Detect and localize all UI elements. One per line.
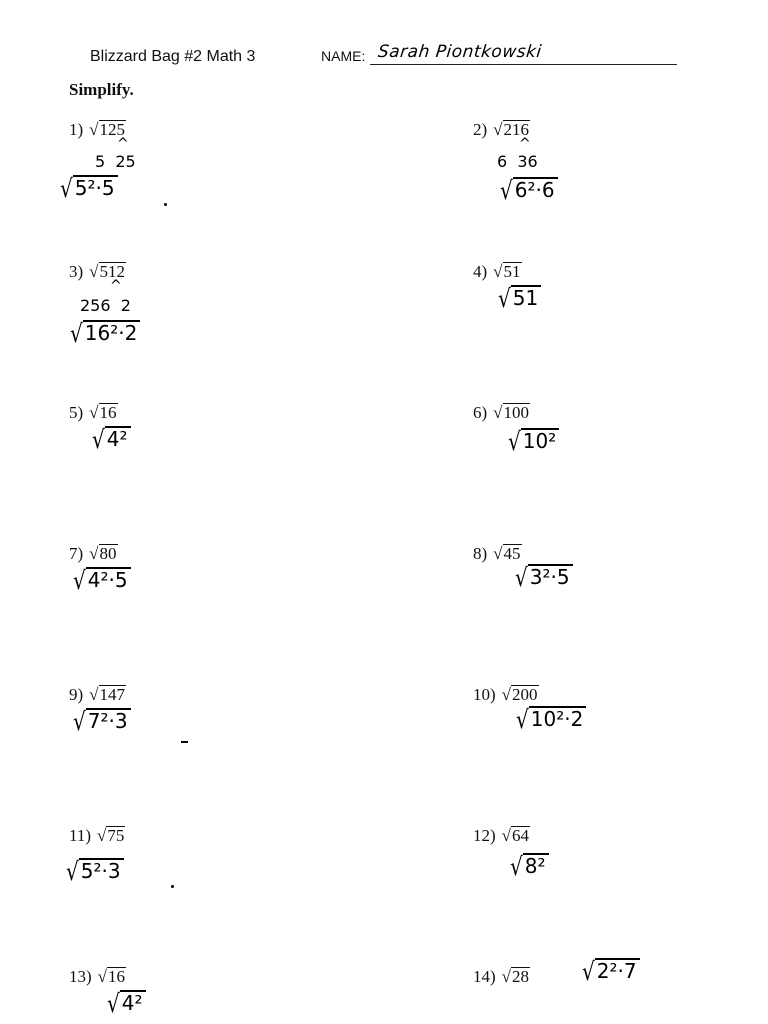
- problem-number: 11): [69, 826, 92, 845]
- problem-radicand: 147: [99, 685, 126, 704]
- handwritten-answer: [498, 283, 541, 313]
- radical-icon: √: [500, 175, 513, 205]
- problem-11: [69, 826, 125, 846]
- radical-icon: √: [89, 120, 99, 139]
- radical-icon: √: [493, 544, 503, 563]
- problem-number: 10): [473, 685, 496, 704]
- radical-icon: √: [73, 706, 86, 736]
- handwritten-answer: [515, 562, 573, 592]
- radical-icon: √: [582, 956, 595, 986]
- answer-radicand: 5²·3: [79, 858, 124, 881]
- radical-icon: √: [60, 173, 73, 203]
- radical-icon: √: [97, 826, 107, 845]
- handwritten-answer: [92, 424, 131, 454]
- answer-radicand: 6²·6: [513, 177, 558, 200]
- factor-caret: ^: [117, 136, 129, 152]
- radical-icon: √: [501, 685, 512, 704]
- stray-mark: [181, 741, 188, 743]
- radical-icon: √: [501, 967, 512, 986]
- problem-number: 13): [69, 967, 92, 986]
- handwritten-answer: [516, 704, 586, 734]
- problem-number: 9): [69, 685, 84, 704]
- problem-number: 1): [69, 120, 84, 139]
- worksheet-title: Blizzard Bag #2 Math 3: [90, 48, 256, 65]
- radical-icon: √: [89, 403, 99, 422]
- stray-mark: [164, 203, 167, 206]
- radical-icon: √: [66, 856, 79, 886]
- problem-6: [473, 403, 530, 423]
- problem-number: 12): [473, 826, 496, 845]
- radical-icon: √: [89, 544, 99, 563]
- radical-icon: √: [510, 851, 523, 881]
- problem-number: 5): [69, 403, 84, 422]
- answer-radicand: 16²·2: [83, 320, 141, 343]
- problem-radicand: 125: [99, 120, 126, 139]
- problem-number: 2): [473, 120, 488, 139]
- problem-8: [473, 544, 522, 564]
- answer-radicand: 8²: [523, 853, 549, 876]
- handwritten-answer: [107, 988, 146, 1018]
- radical-icon: √: [107, 988, 120, 1018]
- handwritten-name: Sarah Piontkowski: [376, 42, 543, 62]
- problem-13: [69, 967, 126, 987]
- radical-icon: √: [89, 262, 99, 281]
- problem-radicand: 45: [503, 544, 521, 563]
- handwritten-answer: [70, 318, 140, 348]
- answer-radicand: 3²·5: [528, 564, 573, 587]
- problem-radicand: 216: [503, 120, 530, 139]
- problem-radicand: 100: [503, 403, 530, 422]
- problem-4: [473, 262, 522, 282]
- radical-icon: √: [97, 967, 108, 986]
- radical-icon: √: [70, 318, 83, 348]
- name-label: NAME:: [321, 48, 366, 64]
- problem-radicand: 64: [512, 826, 530, 845]
- handwritten-answer: [73, 565, 131, 595]
- factor-caret: ^: [110, 278, 122, 294]
- problem-radicand: 75: [107, 826, 125, 845]
- problem-number: 14): [473, 967, 496, 986]
- radical-icon: √: [89, 685, 99, 704]
- radical-icon: √: [498, 283, 511, 313]
- answer-radicand: 4²·5: [86, 567, 131, 590]
- problem-9: [69, 685, 126, 705]
- answer-radicand: 4²: [105, 426, 131, 449]
- radical-icon: √: [515, 562, 528, 592]
- problem-12: [473, 826, 530, 846]
- answer-radicand: 2²·7: [595, 958, 640, 981]
- factor-tree: 6 36: [497, 152, 538, 171]
- problem-radicand: 16: [99, 403, 117, 422]
- handwritten-answer: [66, 856, 124, 886]
- handwritten-answer: [73, 706, 131, 736]
- radical-icon: √: [493, 262, 503, 281]
- problem-7: [69, 544, 118, 564]
- problem-5: [69, 403, 118, 423]
- factor-tree: 5 25: [95, 152, 136, 171]
- radical-icon: √: [501, 826, 512, 845]
- name-underline: [370, 64, 677, 65]
- problem-number: 6): [473, 403, 488, 422]
- radical-icon: √: [493, 403, 503, 422]
- problem-radicand: 16: [108, 967, 126, 986]
- problem-radicand: 28: [512, 967, 530, 986]
- problem-radicand: 512: [99, 262, 126, 281]
- problem-10: [473, 685, 539, 705]
- factor-caret: ^: [519, 136, 531, 152]
- answer-radicand: 5²·5: [73, 175, 118, 198]
- problem-number: 4): [473, 262, 488, 281]
- problem-number: 8): [473, 544, 488, 563]
- radical-icon: √: [516, 704, 529, 734]
- problem-number: 3): [69, 262, 84, 281]
- radical-icon: √: [92, 424, 105, 454]
- problem-radicand: 51: [503, 262, 521, 281]
- handwritten-answer: [582, 956, 640, 986]
- answer-radicand: 7²·3: [86, 708, 131, 731]
- answer-radicand: 51: [511, 285, 541, 308]
- answer-radicand: 10²: [521, 428, 559, 451]
- factor-tree: 256 2: [80, 296, 131, 315]
- handwritten-answer: [500, 175, 558, 205]
- problem-radicand: 80: [99, 544, 117, 563]
- handwritten-answer: [60, 173, 118, 203]
- problem-number: 7): [69, 544, 84, 563]
- radical-icon: √: [493, 120, 503, 139]
- problem-14: [473, 967, 530, 987]
- instructions-heading: Simplify.: [69, 80, 134, 99]
- answer-radicand: 10²·2: [529, 706, 587, 729]
- problem-radicand: 200: [512, 685, 538, 704]
- handwritten-answer: [510, 851, 549, 881]
- answer-radicand: 4²: [120, 990, 146, 1013]
- stray-mark: [171, 885, 174, 888]
- radical-icon: √: [508, 426, 521, 456]
- handwritten-answer: [508, 426, 559, 456]
- radical-icon: √: [73, 565, 86, 595]
